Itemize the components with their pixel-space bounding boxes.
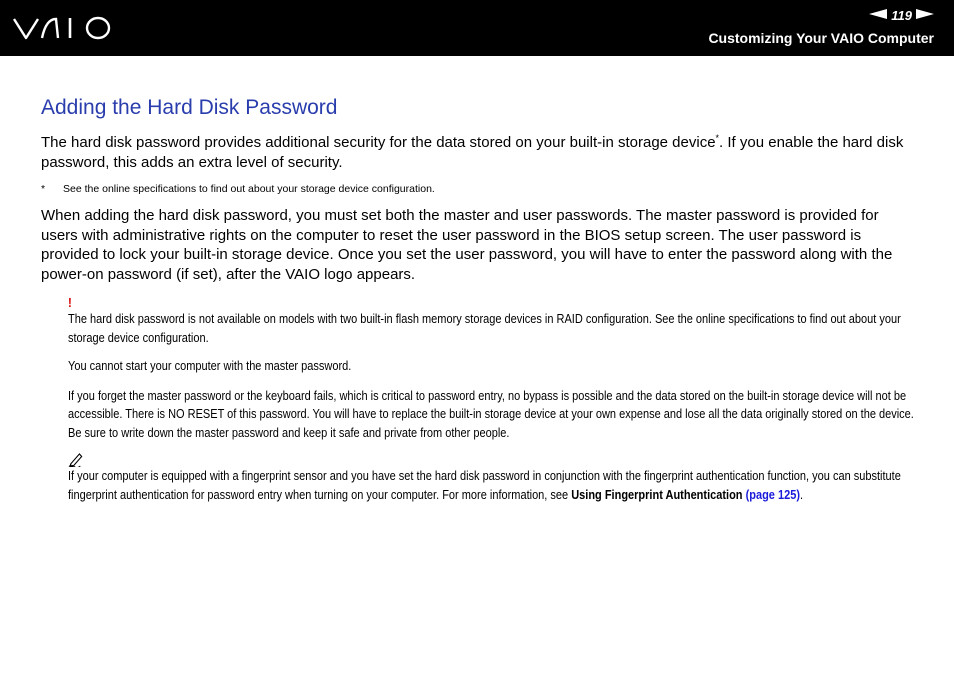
pen-note-icon [68,451,915,467]
hint-text: If your computer is equipped with a fingerprint sensor and you have set the hard disk password in conjunction with the fingerprint authentication function, you can substitute fingerprint authentication for password entry when turning on your computer. For more information, see [68,469,901,502]
vaio-logo [12,14,122,42]
footnote-mark: * [41,183,46,195]
intro-text-b: . If you enable the hard disk password, this adds an extra level of security. [41,134,904,171]
note-fingerprint [68,467,915,504]
main-content [41,95,913,504]
page-number: 119 [891,7,912,23]
intro-paragraph [41,133,913,172]
page-header [0,0,954,56]
page-navigation [869,8,934,22]
page-link[interactable]: (page 125) [745,487,801,502]
notes-section [68,296,915,504]
note-master-password: You cannot start your computer with the master password. [68,359,352,373]
hint-bold-ref: Using Fingerprint Authentication [571,487,743,502]
footnote-text: See the online specifications to find out about your storage device configuration. [63,183,435,195]
section-title: Customizing Your VAIO Computer [708,30,934,46]
hint-end: . [800,487,804,502]
note-raid: The hard disk password is not available on models with two built-in flash memory storage devices in RAID configuration. See the online specifications to find out about your storage device configuration. [68,312,901,345]
warning-icon: ! [68,295,72,310]
next-page-arrow-icon[interactable] [916,6,934,24]
intro-text-a: The hard disk password provides additional security for the data stored on your built-in storage device [41,134,716,151]
footnote [41,182,913,196]
previous-page-arrow-icon[interactable] [869,6,887,24]
note-no-reset: If you forget the master password or the keyboard fails, which is critical to password entry, no bypass is possible and the data stored on the built-in storage device will not be accessible. There is NO RESET of this password. You will have to replace the built-in storage device at your own expense and lose all the data originally stored on the device. Be sure to write down the master password and keep it safe and private from other people. [68,388,914,440]
page-title: Adding the Hard Disk Password [41,96,338,119]
footnote-reference: * [715,133,720,143]
passwords-paragraph: When adding the hard disk password, you must set both the master and user passwords. The master password is provided for users with administrative rights on the computer to reset the user password in the BIOS setup screen. The user password is provided to lock your built-in storage device. Once you set the user password, you will have to enter the password along with the power-on password (if set), after the VAIO logo appears. [41,207,893,283]
